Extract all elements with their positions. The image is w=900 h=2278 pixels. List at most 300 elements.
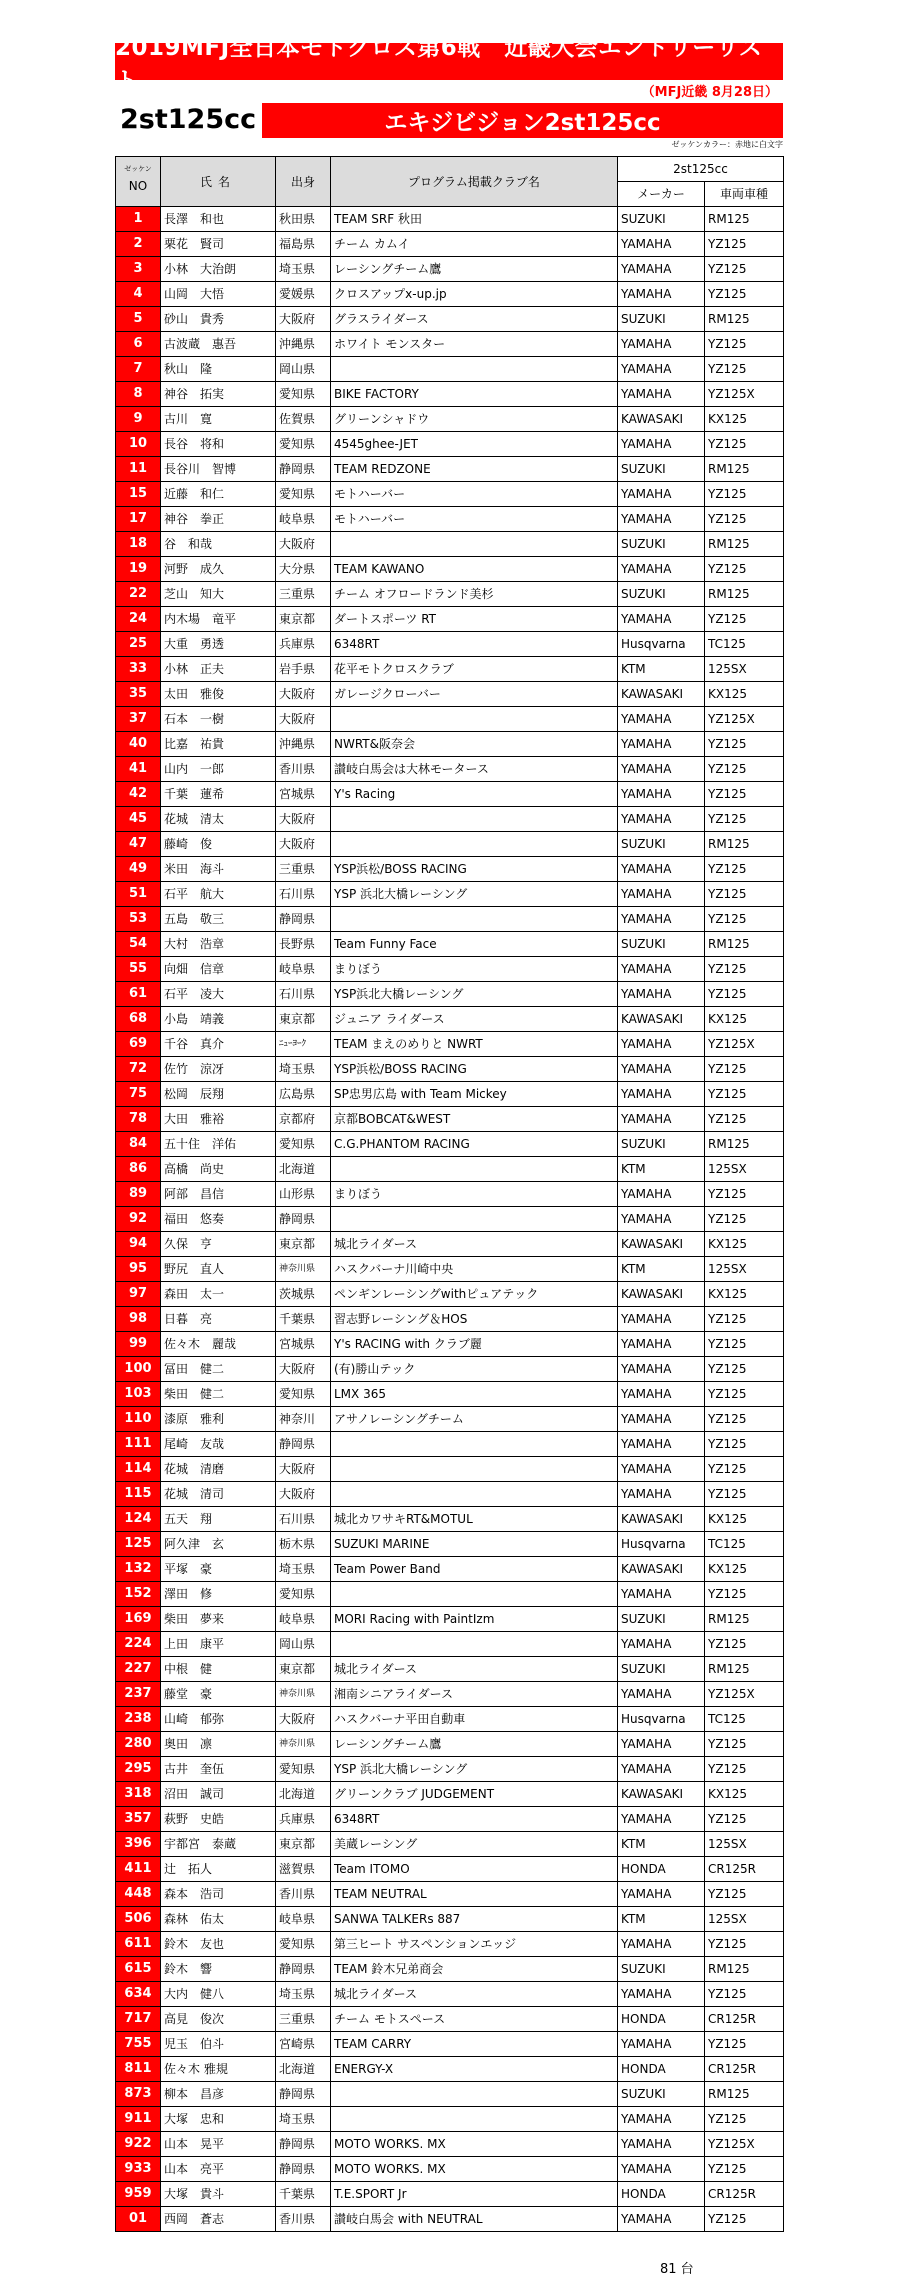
rider-name: 柴田 夢来 [161,1607,276,1632]
region: 北海道 [276,1782,331,1807]
table-row [116,807,784,832]
model: YZ125X [705,1682,784,1707]
club-name: ジュニア ライダース [331,1007,618,1032]
rider-name: 鈴木 響 [161,1957,276,1982]
region: 埼玉県 [276,1982,331,2007]
rider-name: 五十住 洋佑 [161,1132,276,1157]
header-no [116,157,161,207]
model: RM125 [705,2082,784,2107]
table-row [116,1207,784,1232]
region: 岐阜県 [276,1907,331,1932]
region: 東京都 [276,1007,331,1032]
rider-name: 石平 凌大 [161,982,276,1007]
maker: YAMAHA [618,332,705,357]
maker: YAMAHA [618,1032,705,1057]
model: YZ125 [705,2107,784,2132]
region: 静岡県 [276,2132,331,2157]
club-name: MOTO WORKS. MX [331,2157,618,2182]
maker: KAWASAKI [618,1232,705,1257]
table-row [116,1732,784,1757]
header-class-group: 2st125cc [618,157,784,182]
club-name: ガレージクローバー [331,682,618,707]
maker: YAMAHA [618,907,705,932]
bib-number: 98 [116,1307,161,1332]
bib-number: 755 [116,2032,161,2057]
table-row [116,1407,784,1432]
rider-name: 奥田 凛 [161,1732,276,1757]
table-row [116,1157,784,1182]
table-row [116,1457,784,1482]
bib-number: 8 [116,382,161,407]
rider-name: 尾崎 友哉 [161,1432,276,1457]
rider-name: 山本 亮平 [161,2157,276,2182]
rider-name: 芝山 知大 [161,582,276,607]
maker: YAMAHA [618,1207,705,1232]
region: 埼玉県 [276,1557,331,1582]
region: 三重県 [276,857,331,882]
region: 東京都 [276,1657,331,1682]
rider-name: 大内 健八 [161,1982,276,2007]
maker: KAWASAKI [618,1007,705,1032]
table-row [116,2032,784,2057]
bib-number: 2 [116,232,161,257]
rider-name: 高見 俊次 [161,2007,276,2032]
table-header-row [116,157,784,182]
region: 静岡県 [276,2157,331,2182]
rider-name: 中根 健 [161,1657,276,1682]
model: YZ125 [705,1807,784,1832]
rider-name: 山本 晃平 [161,2132,276,2157]
region: 神奈川県 [276,1257,331,1282]
bib-number: 5 [116,307,161,332]
bib-number: 110 [116,1407,161,1432]
model: YZ125 [705,1982,784,2007]
maker: YAMAHA [618,607,705,632]
table-row [116,1632,784,1657]
table-row [116,1132,784,1157]
club-name: チーム オフロードランド美杉 [331,582,618,607]
region: 香川県 [276,757,331,782]
region: 愛知県 [276,382,331,407]
maker: YAMAHA [618,1582,705,1607]
rider-name: 砂山 貴秀 [161,307,276,332]
table-row [116,2057,784,2082]
rider-name: 小林 正夫 [161,657,276,682]
rider-name: 阿部 昌信 [161,1182,276,1207]
region: 兵庫県 [276,632,331,657]
maker: SUZUKI [618,932,705,957]
table-row [116,207,784,232]
model: TC125 [705,1707,784,1732]
club-name: TEAM 鈴木兄弟商会 [331,1957,618,1982]
region: 香川県 [276,2207,331,2232]
table-row [116,1582,784,1607]
rider-name: 千葉 蓮希 [161,782,276,807]
model: RM125 [705,1957,784,1982]
region: 埼玉県 [276,257,331,282]
model: KX125 [705,682,784,707]
maker: Husqvarna [618,632,705,657]
club-name: TEAM SRF 秋田 [331,207,618,232]
table-row [116,282,784,307]
club-name: チーム モトスペース [331,2007,618,2032]
bib-number: 68 [116,1007,161,1032]
bib-number: 47 [116,832,161,857]
maker: YAMAHA [618,1807,705,1832]
region: 東京都 [276,607,331,632]
maker: YAMAHA [618,432,705,457]
model: YZ125 [705,1107,784,1132]
club-name: ダートスポーツ RT [331,607,618,632]
model: RM125 [705,1132,784,1157]
club-name: 4545ghee-JET [331,432,618,457]
region: 兵庫県 [276,1807,331,1832]
model: YZ125X [705,1032,784,1057]
bib-number: 125 [116,1532,161,1557]
rider-name: 福田 悠奏 [161,1207,276,1232]
bib-number: 53 [116,907,161,932]
region: 石川県 [276,1507,331,1532]
club-name: 6348RT [331,632,618,657]
table-row [116,1332,784,1357]
model: CR125R [705,2182,784,2207]
region: 大阪府 [276,707,331,732]
rider-name: 日暮 亮 [161,1307,276,1332]
bib-number: 3 [116,257,161,282]
maker: SUZUKI [618,307,705,332]
club-name: NWRT&阪奈会 [331,732,618,757]
bib-number: 611 [116,1932,161,1957]
club-name: まりぼう [331,957,618,982]
model: RM125 [705,532,784,557]
rider-name: 石平 航大 [161,882,276,907]
region: 福島県 [276,232,331,257]
model: KX125 [705,1007,784,1032]
rider-name: 小島 靖義 [161,1007,276,1032]
bib-number: 37 [116,707,161,732]
maker: KAWASAKI [618,1507,705,1532]
rider-name: 内木場 竜平 [161,607,276,632]
rider-name: 野尻 直人 [161,1257,276,1282]
bib-number: 18 [116,532,161,557]
model: YZ125 [705,482,784,507]
region: 山形県 [276,1182,331,1207]
maker: HONDA [618,2182,705,2207]
model: CR125R [705,1857,784,1882]
maker: KTM [618,1907,705,1932]
rider-name: 藤堂 豪 [161,1682,276,1707]
maker: YAMAHA [618,707,705,732]
club-name: 習志野レーシング＆HOS [331,1307,618,1332]
model: YZ125 [705,1482,784,1507]
model: YZ125X [705,2132,784,2157]
club-name [331,807,618,832]
bib-number: 55 [116,957,161,982]
bib-number: 51 [116,882,161,907]
bib-number: 295 [116,1757,161,1782]
table-row [116,2082,784,2107]
rider-name: 長谷 将和 [161,432,276,457]
club-name: 讃岐白馬会 with NEUTRAL [331,2207,618,2232]
bib-number: 111 [116,1432,161,1457]
date-note: （MFJ近畿 8月28日） [641,85,778,100]
rider-name: 石本 一樹 [161,707,276,732]
model: YZ125 [705,1382,784,1407]
maker: YAMAHA [618,1182,705,1207]
region: 神奈川 [276,1407,331,1432]
maker: SUZUKI [618,1607,705,1632]
model: YZ125 [705,1932,784,1957]
maker: SUZUKI [618,457,705,482]
club-name: クロスアップx-up.jp [331,282,618,307]
model: YZ125 [705,257,784,282]
bib-number: 124 [116,1507,161,1532]
model: YZ125X [705,382,784,407]
maker: YAMAHA [618,357,705,382]
maker: YAMAHA [618,2107,705,2132]
maker: YAMAHA [618,1107,705,1132]
table-row [116,557,784,582]
table-row [116,1232,784,1257]
rider-name: 西岡 蒼志 [161,2207,276,2232]
model: YZ125 [705,1332,784,1357]
rider-name: 小林 大治朗 [161,257,276,282]
maker: YAMAHA [618,2132,705,2157]
total-count: 81 台 [660,2262,694,2277]
model: 125SX [705,1907,784,1932]
table-row [116,1032,784,1057]
maker: SUZUKI [618,1657,705,1682]
club-name: 第三ヒート サスペンションエッジ [331,1932,618,1957]
table-row [116,432,784,457]
rider-name: 五天 翔 [161,1507,276,1532]
club-name: グラスライダース [331,307,618,332]
maker: YAMAHA [618,857,705,882]
bib-number: 280 [116,1732,161,1757]
model: YZ125 [705,332,784,357]
rider-name: 辻 拓人 [161,1857,276,1882]
rider-name: 古川 寛 [161,407,276,432]
maker: YAMAHA [618,1682,705,1707]
region: 大阪府 [276,1457,331,1482]
maker: YAMAHA [618,1432,705,1457]
model: TC125 [705,632,784,657]
maker: KAWASAKI [618,1557,705,1582]
model: YZ125 [705,1182,784,1207]
table-row [116,857,784,882]
region: 東京都 [276,1832,331,1857]
model: YZ125 [705,757,784,782]
bib-number: 61 [116,982,161,1007]
model: YZ125 [705,357,784,382]
table-row [116,1182,784,1207]
model: YZ125 [705,282,784,307]
maker: Husqvarna [618,1707,705,1732]
table-row [116,507,784,532]
club-name: TEAM CARRY [331,2032,618,2057]
bib-number: 72 [116,1057,161,1082]
bib-number: 86 [116,1157,161,1182]
model: YZ125 [705,1307,784,1332]
table-row [116,2007,784,2032]
rider-name: 佐々木 麗哉 [161,1332,276,1357]
club-name: Y's Racing [331,782,618,807]
class-label: 2st125cc [120,104,257,135]
model: 125SX [705,1157,784,1182]
region: 東京都 [276,1232,331,1257]
bib-number: 01 [116,2207,161,2232]
model: YZ125 [705,2207,784,2232]
model: YZ125 [705,882,784,907]
bib-number: 615 [116,1957,161,1982]
table-row [116,1682,784,1707]
model: CR125R [705,2057,784,2082]
table-row [116,582,784,607]
table-row [116,907,784,932]
region: 大阪府 [276,832,331,857]
rider-name: 平塚 豪 [161,1557,276,1582]
region: 静岡県 [276,907,331,932]
club-name: YSP 浜北大橋レーシング [331,882,618,907]
table-row [116,1082,784,1107]
table-row [116,1532,784,1557]
bib-number: 224 [116,1632,161,1657]
model: RM125 [705,207,784,232]
maker: YAMAHA [618,882,705,907]
rider-name: 秋山 隆 [161,357,276,382]
region: 香川県 [276,1882,331,1907]
region: 愛知県 [276,1757,331,1782]
club-name [331,357,618,382]
bib-number: 17 [116,507,161,532]
bib-number: 25 [116,632,161,657]
table-row [116,1257,784,1282]
bib-number: 4 [116,282,161,307]
region: 千葉県 [276,1307,331,1332]
table-row [116,1982,784,2007]
bib-number: 49 [116,857,161,882]
club-name: 城北ライダース [331,1232,618,1257]
region: 茨城県 [276,1282,331,1307]
model: YZ125 [705,507,784,532]
model: YZ125 [705,1407,784,1432]
region: 愛知県 [276,432,331,457]
club-name: Team Power Band [331,1557,618,1582]
rider-name: 山岡 大悟 [161,282,276,307]
maker: YAMAHA [618,282,705,307]
club-name [331,532,618,557]
model: YZ125 [705,732,784,757]
rider-name: 阿久津 玄 [161,1532,276,1557]
header-no-label: NO [128,179,148,193]
bib-number: 24 [116,607,161,632]
rider-name: 大田 雅裕 [161,1107,276,1132]
table-row [116,607,784,632]
club-name [331,832,618,857]
region: 愛知県 [276,1382,331,1407]
bib-number: 922 [116,2132,161,2157]
club-name: (有)勝山テック [331,1357,618,1382]
model: YZ125 [705,1582,784,1607]
bib-number: 227 [116,1657,161,1682]
region: 岐阜県 [276,507,331,532]
region: 大阪府 [276,807,331,832]
maker: SUZUKI [618,2082,705,2107]
rider-name: 神谷 拳正 [161,507,276,532]
club-name: SUZUKI MARINE [331,1532,618,1557]
bib-number: 35 [116,682,161,707]
bib-number: 6 [116,332,161,357]
table-row [116,257,784,282]
maker: YAMAHA [618,1882,705,1907]
table-row [116,632,784,657]
table-row [116,682,784,707]
club-name: TEAM NEUTRAL [331,1882,618,1907]
table-row [116,1282,784,1307]
club-name: 城北ライダース [331,1657,618,1682]
rider-name: 長澤 和也 [161,207,276,232]
maker: YAMAHA [618,2207,705,2232]
model: YZ125 [705,1882,784,1907]
rider-name: 鈴木 友也 [161,1932,276,1957]
club-name: ホワイト モンスター [331,332,618,357]
bib-number: 103 [116,1382,161,1407]
bib-number: 169 [116,1607,161,1632]
table-row [116,1482,784,1507]
table-row [116,2107,784,2132]
table-row [116,1557,784,1582]
maker: YAMAHA [618,232,705,257]
model: YZ125 [705,1057,784,1082]
rider-name: 藤崎 俊 [161,832,276,857]
club-name: C.G.PHANTOM RACING [331,1132,618,1157]
region: 大阪府 [276,307,331,332]
bib-number: 95 [116,1257,161,1282]
club-name [331,1457,618,1482]
bib-number: 411 [116,1857,161,1882]
bib-number: 959 [116,2182,161,2207]
bib-number: 75 [116,1082,161,1107]
region: ﾆｭｰﾖｰｸ [276,1032,331,1057]
maker: SUZUKI [618,582,705,607]
maker: YAMAHA [618,957,705,982]
table-row [116,2132,784,2157]
club-name: チーム カムイ [331,232,618,257]
region: 岐阜県 [276,1607,331,1632]
rider-name: 古井 奎伍 [161,1757,276,1782]
region: 栃木県 [276,1532,331,1557]
bib-number: 1 [116,207,161,232]
maker: KTM [618,657,705,682]
club-name: 京都BOBCAT&WEST [331,1107,618,1132]
region: 神奈川県 [276,1732,331,1757]
rider-name: 向畑 信章 [161,957,276,982]
bib-number: 933 [116,2157,161,2182]
bib-number: 92 [116,1207,161,1232]
maker: YAMAHA [618,1082,705,1107]
region: 静岡県 [276,2082,331,2107]
club-name: 美蔵レーシング [331,1832,618,1857]
region: 宮崎県 [276,2032,331,2057]
model: YZ125 [705,2157,784,2182]
bib-number: 911 [116,2107,161,2132]
model: 125SX [705,1832,784,1857]
header-model: 車両車種 [705,182,784,207]
model: YZ125 [705,1207,784,1232]
region: 埼玉県 [276,1057,331,1082]
club-name: Team ITOMO [331,1857,618,1882]
club-name: SP忠男広島 with Team Mickey [331,1082,618,1107]
